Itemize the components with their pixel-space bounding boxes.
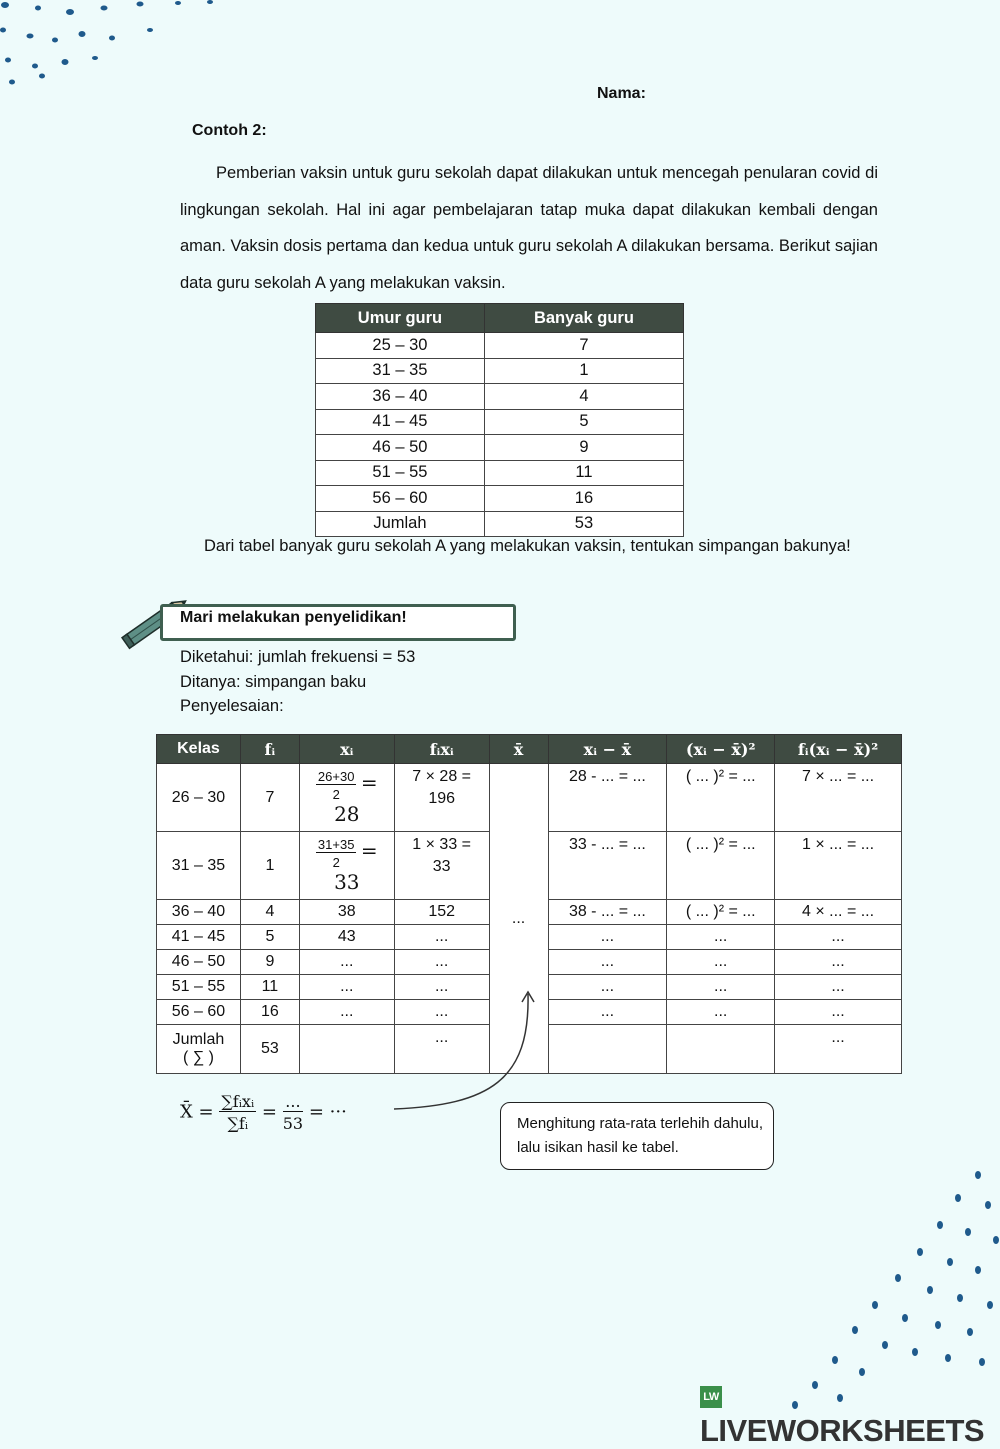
age-cell: 56 – 60 xyxy=(316,486,485,512)
teacher-age-table xyxy=(315,303,684,537)
weighted-squared-cell[interactable]: 4 × ... = ... xyxy=(775,900,902,925)
total-deviation-cell xyxy=(548,1025,667,1074)
kelas-cell: 51 – 55 xyxy=(157,975,241,1000)
fx-cell[interactable]: ... xyxy=(394,1000,489,1025)
question-body: Dari tabel banyak guru sekolah A yang melakukan vaksin, tentukan simpangan bakunya! xyxy=(204,537,851,555)
deviation-cell[interactable]: ... xyxy=(548,975,667,1000)
squared-cell[interactable]: ( ... )² = ... xyxy=(667,900,775,925)
weighted-squared-cell[interactable]: 7 × ... = ... xyxy=(775,764,902,832)
f-cell: 4 xyxy=(240,900,299,925)
fraction-numerator: 26+30 xyxy=(317,769,355,784)
f-cell: 7 xyxy=(240,764,299,832)
fx-cell[interactable]: ... xyxy=(394,925,489,950)
table-total-row xyxy=(316,511,684,537)
header-kelas: Kelas xyxy=(157,735,241,764)
f-cell: 9 xyxy=(240,950,299,975)
weighted-squared-cell[interactable]: ... xyxy=(775,925,902,950)
total-label: Jumlah xyxy=(172,1031,225,1048)
fx-result: 33 xyxy=(432,858,451,875)
table-row xyxy=(316,409,684,435)
fx-cell: 152 xyxy=(394,900,489,925)
formula-denominator: ∑fᵢ xyxy=(227,1114,249,1133)
x-cell xyxy=(299,832,394,900)
header-mean: x̄ xyxy=(489,735,548,764)
column-header-count: Banyak guru xyxy=(484,304,683,333)
table-row xyxy=(316,486,684,512)
kelas-cell: 26 – 30 xyxy=(157,764,241,832)
name-label: Nama: xyxy=(597,85,646,102)
table-row xyxy=(316,333,684,359)
intro-text: Pemberian vaksin untuk guru sekolah dapat dilakukan untuk mencegah penularan covid di lingkungan sekolah. Hal ini agar pembelajaran tatap muka dapat dilakukan kembali dengan aman. Vaksin dosis pertama dan kedua untuk guru sekolah A dilakukan bersama. Berikut sajian data guru sekolah A yang melakukan vaksin. xyxy=(180,164,878,292)
deviation-cell[interactable]: ... xyxy=(548,925,667,950)
x-cell: 38 xyxy=(299,900,394,925)
midpoint-value: 33 xyxy=(334,870,360,894)
weighted-squared-cell[interactable]: ... xyxy=(775,950,902,975)
midpoint-fraction xyxy=(316,769,357,802)
formula-result[interactable]: = ··· xyxy=(308,1101,347,1123)
total-fx-cell[interactable]: ... xyxy=(394,1025,489,1074)
solution-label: Penyelesaian: xyxy=(180,697,284,715)
header-xi: xᵢ xyxy=(299,735,394,764)
fraction-denominator: 2 xyxy=(332,787,340,802)
logo-badge-icon: LW xyxy=(700,1386,722,1408)
logo-suffix: WORKSHEETS xyxy=(766,1413,985,1448)
x-cell[interactable]: ... xyxy=(299,950,394,975)
table-row xyxy=(316,435,684,461)
fx-expression: 7 × 28 = xyxy=(412,768,472,785)
squared-cell[interactable]: ... xyxy=(667,1000,775,1025)
age-cell: 25 – 30 xyxy=(316,333,485,359)
age-cell: 36 – 40 xyxy=(316,384,485,410)
deviation-cell[interactable]: 33 - ... = ... xyxy=(548,832,667,900)
count-cell: 5 xyxy=(484,409,683,435)
logo-prefix: LIVE xyxy=(700,1413,767,1448)
total-f-cell: 53 xyxy=(240,1025,299,1074)
midpoint-fraction xyxy=(316,837,357,870)
f-cell: 16 xyxy=(240,1000,299,1025)
equals-sign: = xyxy=(360,770,378,795)
result-numerator[interactable]: ... xyxy=(285,1092,301,1111)
known-text: Diketahui: jumlah frekuensi = 53 xyxy=(180,648,416,666)
weighted-squared-cell[interactable]: ... xyxy=(775,1000,902,1025)
age-cell: 46 – 50 xyxy=(316,435,485,461)
formula-result-fraction xyxy=(283,1092,303,1133)
example-title: Contoh 2: xyxy=(192,122,267,139)
squared-cell[interactable]: ... xyxy=(667,975,775,1000)
known-section xyxy=(180,645,415,719)
total-squared-cell xyxy=(667,1025,775,1074)
fx-cell[interactable]: ... xyxy=(394,950,489,975)
formula-fraction xyxy=(219,1092,256,1133)
x-cell: 43 xyxy=(299,925,394,950)
fraction-numerator: 31+35 xyxy=(317,837,355,852)
deviation-cell[interactable]: 38 - ... = ... xyxy=(548,900,667,925)
header-deviation: xᵢ − x̄ xyxy=(548,735,667,764)
deviation-cell[interactable]: 28 - ... = ... xyxy=(548,764,667,832)
x-cell xyxy=(299,764,394,832)
formula-numerator: ∑fᵢxᵢ xyxy=(221,1092,255,1111)
fx-cell[interactable]: ... xyxy=(394,975,489,1000)
sigma-label: ( ∑ ) xyxy=(182,1049,214,1066)
header-fixi: fᵢxᵢ xyxy=(394,735,489,764)
x-cell[interactable]: ... xyxy=(299,975,394,1000)
weighted-squared-cell[interactable]: 1 × ... = ... xyxy=(775,832,902,900)
equals-sign: = xyxy=(360,838,378,863)
header-fi: fᵢ xyxy=(240,735,299,764)
result-denominator: 53 xyxy=(282,1114,304,1133)
squared-cell[interactable]: ( ... )² = ... xyxy=(667,764,775,832)
squared-cell[interactable]: ... xyxy=(667,950,775,975)
f-cell: 1 xyxy=(240,832,299,900)
kelas-cell: 46 – 50 xyxy=(157,950,241,975)
x-cell[interactable]: ... xyxy=(299,1000,394,1025)
mean-value: ... xyxy=(511,909,526,927)
kelas-cell: 36 – 40 xyxy=(157,900,241,925)
count-cell: 9 xyxy=(484,435,683,461)
squared-cell[interactable]: ( ... )² = ... xyxy=(667,832,775,900)
midpoint-value: 28 xyxy=(334,802,360,826)
kelas-cell: 56 – 60 xyxy=(157,1000,241,1025)
intro-paragraph xyxy=(180,155,878,301)
formula-lhs: X̄ = xyxy=(180,1101,214,1123)
f-cell: 11 xyxy=(240,975,299,1000)
deviation-cell[interactable]: ... xyxy=(548,1000,667,1025)
age-cell: 41 – 45 xyxy=(316,409,485,435)
asked-text: Ditanya: simpangan baku xyxy=(180,672,367,691)
fx-expression: 1 × 33 = xyxy=(412,836,472,853)
fx-cell xyxy=(394,764,489,832)
liveworksheets-logo xyxy=(700,1377,1000,1449)
squared-cell[interactable]: ... xyxy=(667,925,775,950)
count-cell: 11 xyxy=(484,460,683,486)
fx-result: 196 xyxy=(428,790,456,807)
investigation-title: Mari melakukan penyelidikan! xyxy=(180,609,407,626)
column-header-age: Umur guru xyxy=(316,304,485,333)
header-squared: (xᵢ − x̄)² xyxy=(667,735,775,764)
mean-formula xyxy=(180,1092,347,1133)
table-row xyxy=(316,358,684,384)
question-text xyxy=(180,534,870,558)
age-cell: 31 – 35 xyxy=(316,358,485,384)
kelas-cell: 31 – 35 xyxy=(157,832,241,900)
arrow-connector xyxy=(380,980,550,1115)
count-cell: 16 xyxy=(484,486,683,512)
age-cell: Jumlah xyxy=(316,511,485,537)
callout-text: Menghitung rata-rata terlehih dahulu, lalu isikan hasil ke tabel. xyxy=(517,1115,763,1156)
header-weighted-squared: fᵢ(xᵢ − x̄)² xyxy=(775,735,902,764)
table-row xyxy=(157,764,902,832)
weighted-squared-cell[interactable]: ... xyxy=(775,975,902,1000)
age-cell: 51 – 55 xyxy=(316,460,485,486)
fraction-denominator: 2 xyxy=(332,855,340,870)
count-cell: 53 xyxy=(484,511,683,537)
table-row xyxy=(316,460,684,486)
count-cell: 1 xyxy=(484,358,683,384)
kelas-cell: 41 – 45 xyxy=(157,925,241,950)
formula-equals: = xyxy=(261,1101,277,1123)
deviation-cell[interactable]: ... xyxy=(548,950,667,975)
total-label-cell xyxy=(157,1025,241,1074)
count-cell: 7 xyxy=(484,333,683,359)
count-cell: 4 xyxy=(484,384,683,410)
table-row xyxy=(316,384,684,410)
fx-cell xyxy=(394,832,489,900)
f-cell: 5 xyxy=(240,925,299,950)
total-weighted-squared-cell[interactable]: ... xyxy=(775,1025,902,1074)
